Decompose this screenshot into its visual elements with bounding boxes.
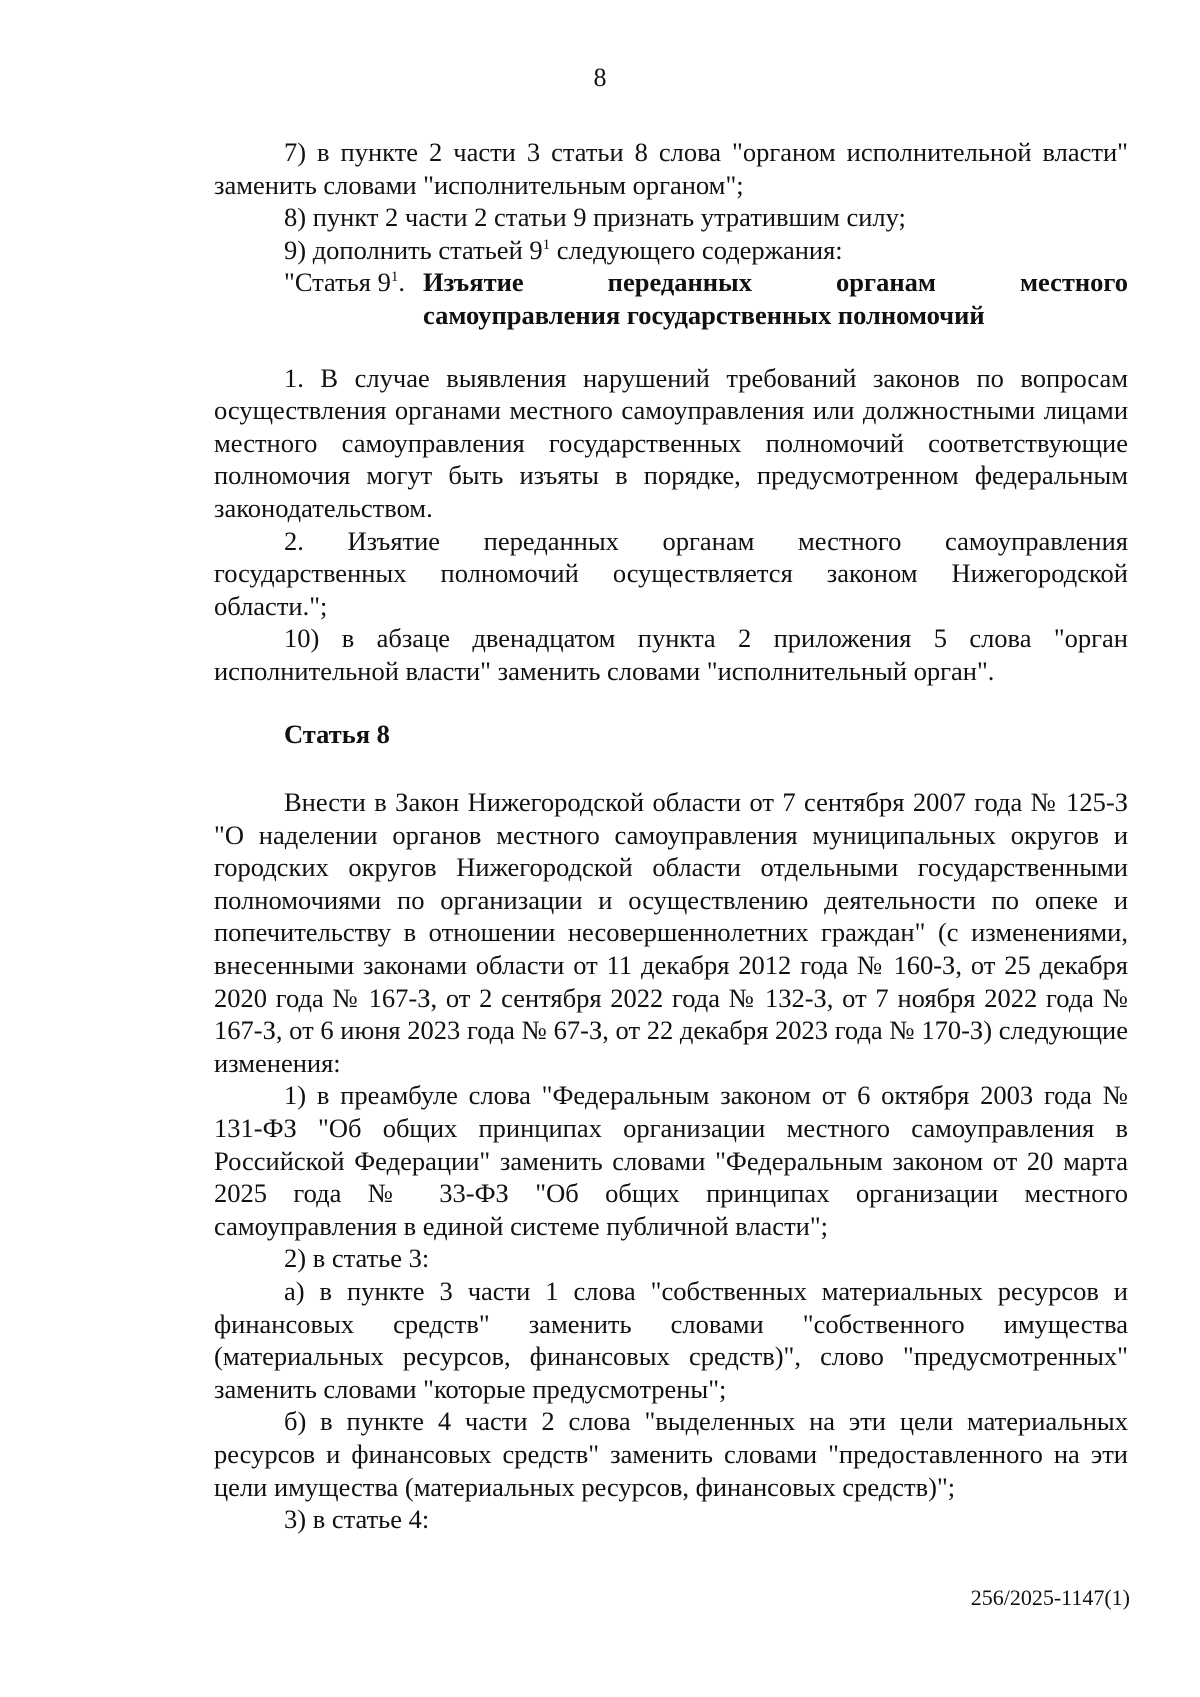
paragraph-item-9 xyxy=(214,234,1128,267)
article-8-item-2a: а) в пункте 3 части 1 слова "собственных материальных ресурсов и финансовых средств" заменить словами "собственного имущества (материальных ресурсов, финансовых средств)", слово "предусмотренных" заменить словами "которые предусмотрены"; xyxy=(214,1276,1128,1404)
new-article-point-1: 1. В случае выявления нарушений требований законов по вопросам осуществления органами местного самоуправления или должностными лицами местного самоуправления государственных полномочий соответствующие полномочия могут быть изъяты в порядке, предусмотренном федеральным законодательством. xyxy=(214,362,1128,523)
new-article-title-line-1: Изъятие переданных органам местного xyxy=(422,267,1128,298)
article-8-title: Статья 8 xyxy=(284,718,390,749)
article-8-intro: Внести в Закон Нижегородской области от 7 сентября 2007 года № 125-З "О наделении органов местного самоуправления муниципальных округов и городских округов Нижегородской области отдельными государственными полномочиями по организации и осуществлению деятельности по опеке и попечительству в отношении несовершеннолетних граждан" (с изменениями, внесенными законами области от 11 декабря 2012 года № 160-З, от 25 декабря 2020 года № 167-З, от 2 сентября 2022 года № 132-З, от 7 ноября 2022 года № 167-З, от 6 июня 2023 года № 67-З, от 22 декабря 2023 года № 170-З) следующие изменения: xyxy=(214,787,1128,1078)
article-8-item-3: 3) в статье 4: xyxy=(284,1504,430,1535)
new-article-point-2: 2. Изъятие переданных органам местного самоуправления государственных полномочий осуществляется законом Нижегородской области."; xyxy=(214,525,1128,621)
article-8-item-2: 2) в статье 3: xyxy=(284,1243,430,1274)
new-article-title-line-2: самоуправления государственных полномочий xyxy=(422,299,985,330)
page-number: 8 xyxy=(593,63,607,92)
new-article-number: "Статья $9^1$. xyxy=(284,267,405,298)
item-9-text-end: следующего содержания: xyxy=(550,234,843,265)
item-9-superscript: 1 xyxy=(542,236,551,253)
paragraph-item-10: 10) в абзаце двенадцатом пункта 2 приложения 5 слова "орган исполнительной власти" заменить словами "исполнительный орган". xyxy=(214,623,1128,686)
paragraph-item-7: 7) в пункте 2 части 3 статьи 8 слова "органом исполнительной власти" заменить словами "исполнительным органом"; xyxy=(214,137,1128,200)
article-8-item-1: 1) в преамбуле слова "Федеральным законом от 6 октября 2003 года № 131-ФЗ "Об общих принципах организации местного самоуправления в Российской Федерации" заменить словами "Федеральным законом от 20 марта 2025 года № 33-ФЗ "Об общих принципах организации местного самоуправления в единой системе публичной власти"; xyxy=(214,1080,1128,1241)
article-8-item-2b: б) в пункте 4 части 2 слова "выделенных на эти цели материальных ресурсов и финансовых средств" заменить словами "предоставленного на эти цели имущества (материальных ресурсов, финансовых средств)"; xyxy=(214,1406,1128,1502)
new-article-heading xyxy=(284,266,1128,331)
document-body xyxy=(214,136,1128,1536)
paragraph-item-8: 8) пункт 2 части 2 статьи 9 признать утратившим силу; xyxy=(284,202,906,233)
new-article-title xyxy=(423,266,1128,331)
document-code: 256/2025-1147(1) xyxy=(970,1585,1130,1610)
item-9-text: 9) дополнить статьей 9 xyxy=(284,234,543,265)
